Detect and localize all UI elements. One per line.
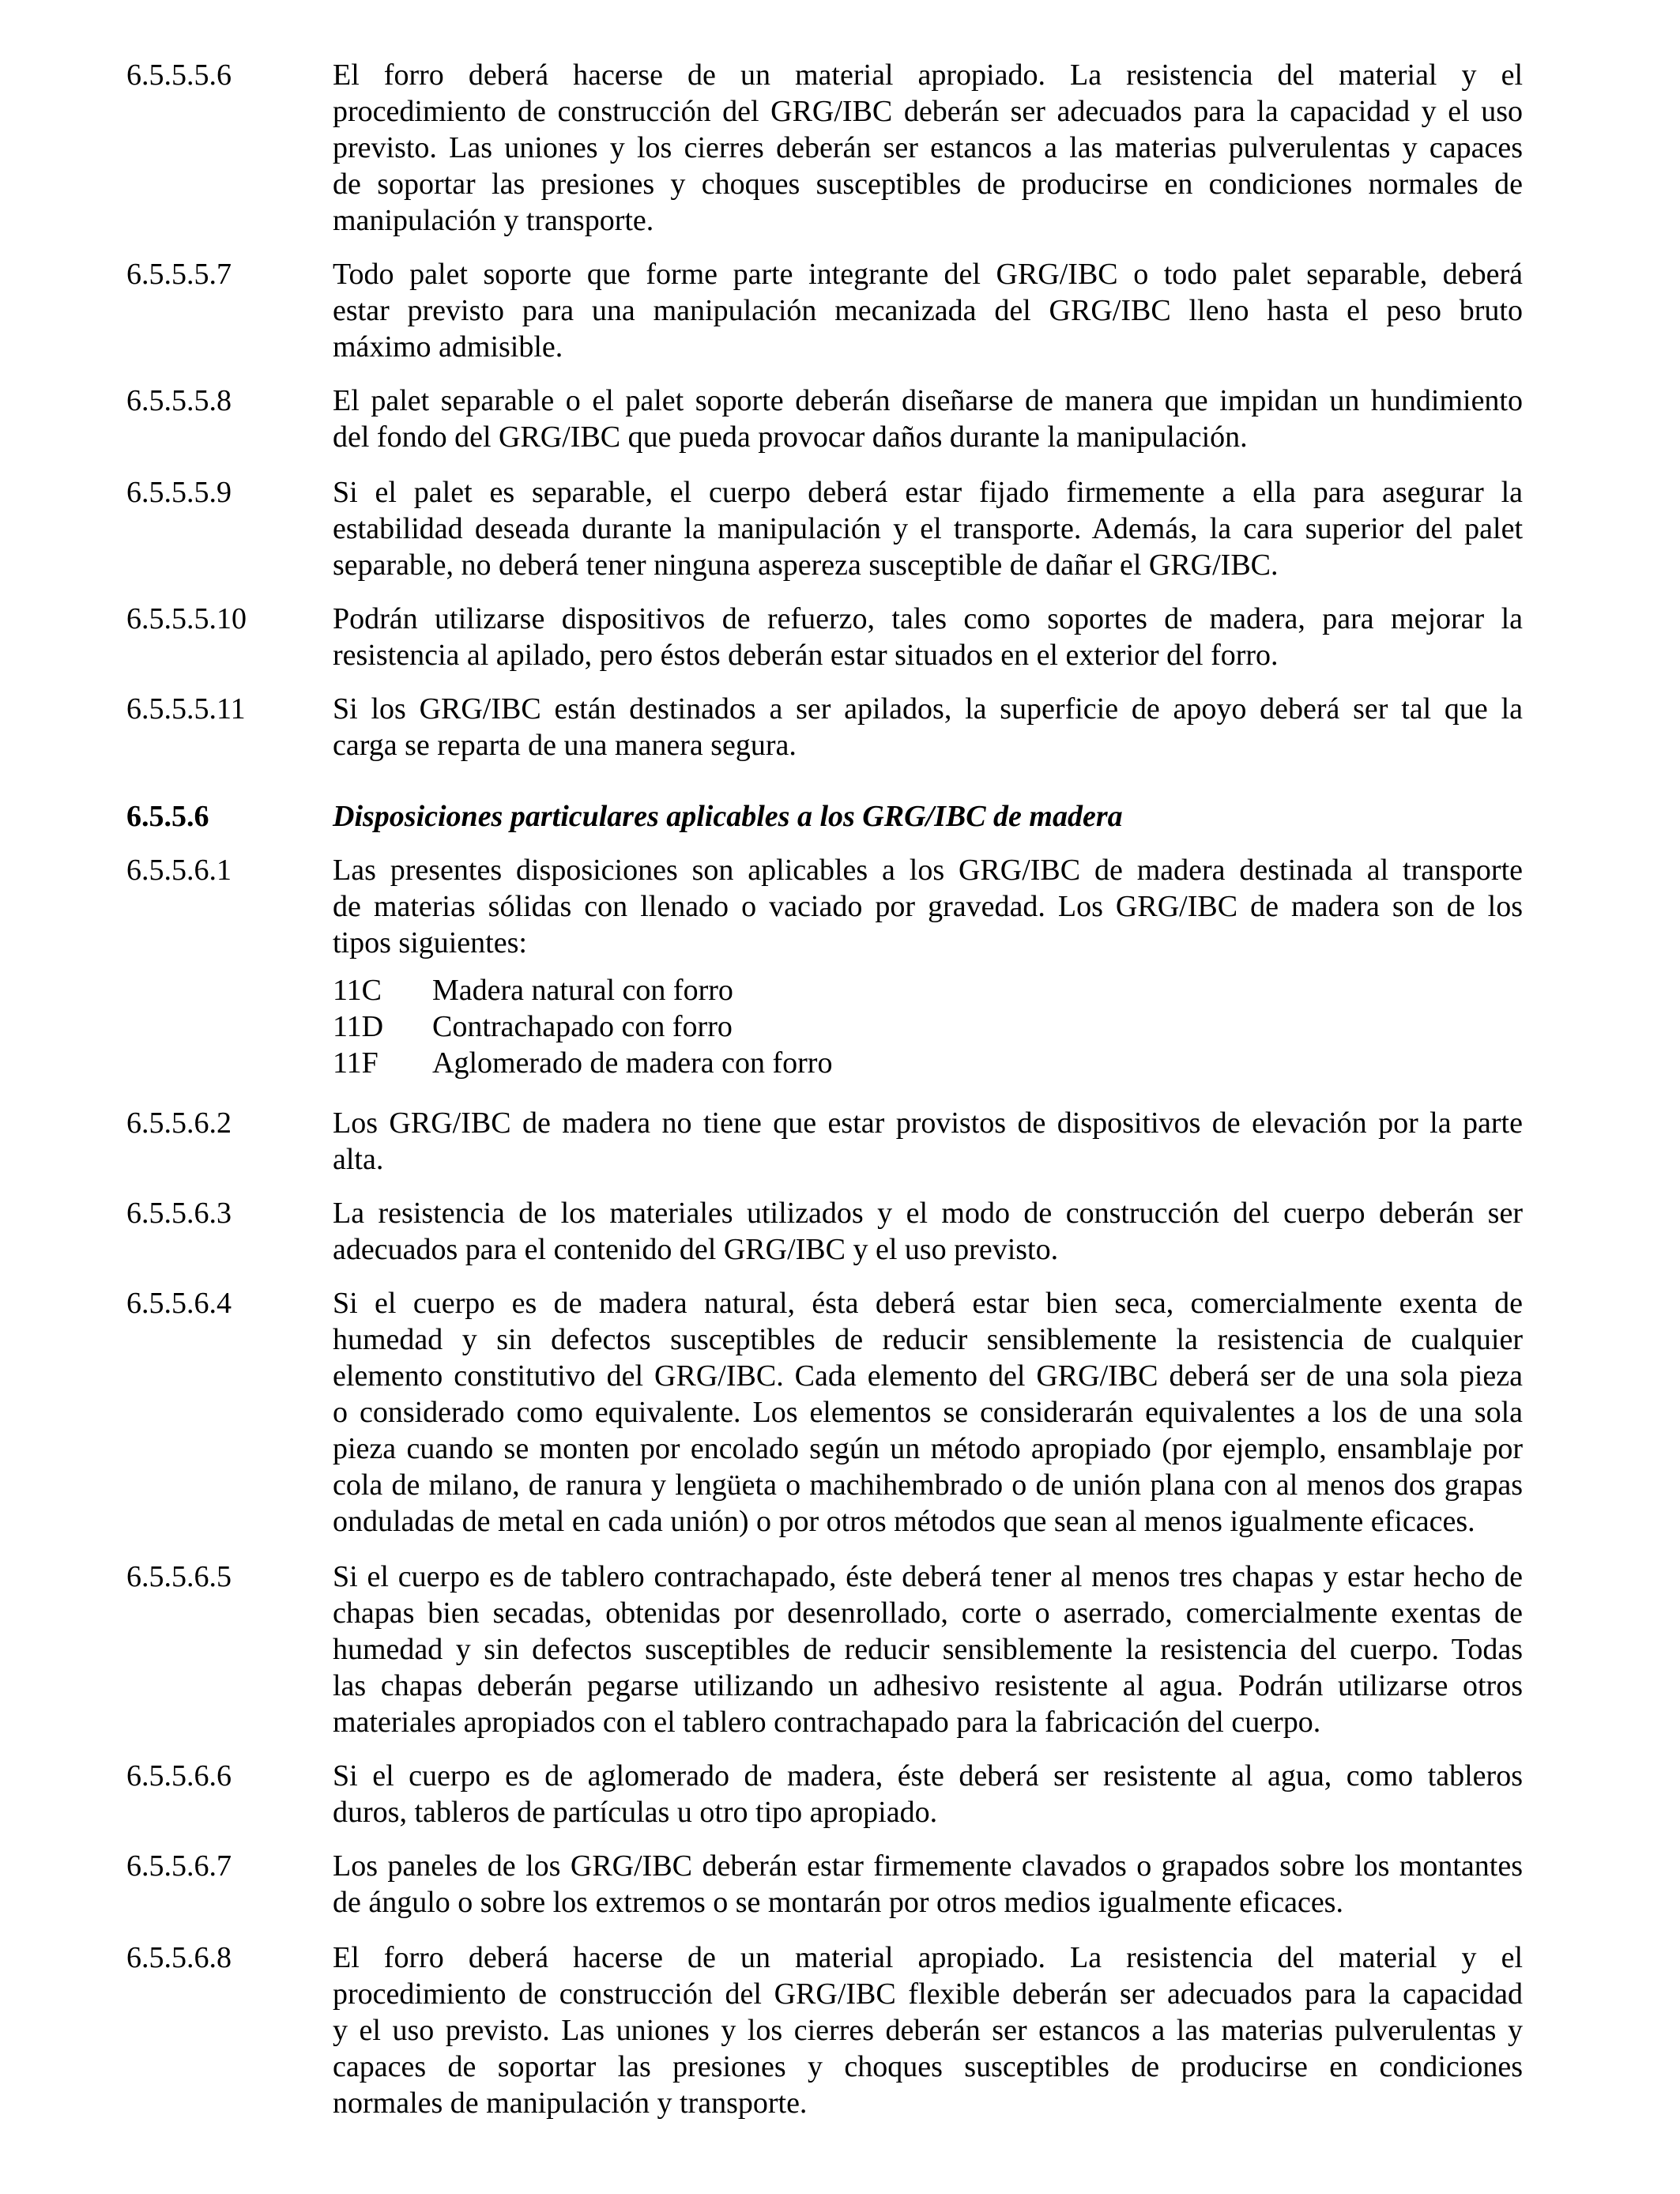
text-line: previsto. Las uniones y los cierres deberán ser estancos a las materias pulverulentas y capaces: [333, 131, 1523, 164]
paragraph-text: [333, 57, 1523, 239]
section-number: 6.5.5.6: [126, 800, 209, 833]
text-line: carga se reparta de una manera segura.: [333, 729, 797, 762]
text-line: alta.: [333, 1143, 384, 1176]
text-line: tipos siguientes:: [333, 926, 527, 959]
type-description: Aglomerado de madera con forro: [432, 1046, 833, 1080]
paragraph-text: [333, 474, 1523, 583]
text-line: pieza cuando se monten por encolado según un método apropiado (por ejemplo, ensamblaje por: [333, 1432, 1523, 1465]
paragraph-number: 6.5.5.6.1: [126, 854, 232, 887]
text-line: Si el cuerpo es de tablero contrachapado, éste deberá tener al menos tres chapas y estar hecho de: [333, 1560, 1523, 1593]
text-line: Todo palet soporte que forme parte integrante del GRG/IBC o todo palet separable, deberá: [333, 258, 1523, 291]
paragraph-text: [333, 1559, 1523, 1740]
text-line: de ángulo o sobre los extremos o se montarán por otros medios igualmente eficaces.: [333, 1886, 1343, 1919]
text-line: o considerado como equivalente. Los elementos se considerarán equivalentes a los de una sola: [333, 1396, 1523, 1429]
text-line: Los paneles de los GRG/IBC deberán estar firmemente clavados o grapados sobre los montantes: [333, 1849, 1523, 1883]
section-title: Disposiciones particulares aplicables a los GRG/IBC de madera: [333, 800, 1123, 833]
paragraph-number: 6.5.5.6.7: [126, 1849, 232, 1883]
text-line: normales de manipulación y transporte.: [333, 2087, 808, 2120]
text-line: El forro deberá hacerse de un material apropiado. La resistencia del material y el: [333, 58, 1523, 92]
paragraph-number: 6.5.5.6.3: [126, 1197, 232, 1230]
text-line: La resistencia de los materiales utilizados y el modo de construcción del cuerpo deberán ser: [333, 1197, 1523, 1230]
paragraph-number: 6.5.5.6.5: [126, 1560, 232, 1593]
paragraph-number: 6.5.5.5.11: [126, 692, 246, 726]
paragraph-text: [333, 691, 1523, 763]
text-line: procedimiento de construcción del GRG/IBC flexible deberán ser adecuados para la capacidad: [333, 1977, 1523, 2011]
type-code: 11D: [333, 1010, 384, 1043]
text-line: Si el cuerpo es de aglomerado de madera, éste deberá ser resistente al agua, como tableros: [333, 1759, 1523, 1793]
paragraph-number: 6.5.5.6.6: [126, 1759, 232, 1793]
paragraph-text: [333, 1758, 1523, 1830]
paragraph-number: 6.5.5.5.7: [126, 258, 232, 291]
text-line: chapas bien secadas, obtenidas por desenrollado, corte o aserrado, comercialmente exentas de: [333, 1596, 1523, 1630]
text-line: capaces de soportar las presiones y choques susceptibles de producirse en condiciones: [333, 2050, 1523, 2083]
type-code: 11F: [333, 1046, 379, 1080]
paragraph-text: [333, 383, 1523, 455]
type-description: Contrachapado con forro: [432, 1010, 733, 1043]
paragraph-text: [333, 601, 1523, 673]
text-line: Si el palet es separable, el cuerpo deberá estar fijado firmemente a ella para asegurar la: [333, 476, 1523, 509]
text-line: estabilidad deseada durante la manipulación y el transporte. Además, la cara superior del palet: [333, 512, 1523, 545]
paragraph-number: 6.5.5.5.8: [126, 384, 232, 417]
section-title-wrap: [333, 798, 1523, 835]
paragraph-number: 6.5.5.6.4: [126, 1287, 232, 1320]
text-line: Si el cuerpo es de madera natural, ésta deberá estar bien seca, comercialmente exenta de: [333, 1287, 1523, 1320]
text-line: estar previsto para una manipulación mecanizada del GRG/IBC lleno hasta el peso bruto: [333, 294, 1523, 327]
text-line: y el uso previsto. Las uniones y los cierres deberán ser estancos a las materias pulverulentas y: [333, 2014, 1523, 2047]
paragraph-text: [333, 1848, 1523, 1921]
text-line: El palet separable o el palet soporte deberán diseñarse de manera que impidan un hundimiento: [333, 384, 1523, 417]
paragraph-text: [333, 852, 1523, 961]
paragraph-number: 6.5.5.5.6: [126, 58, 232, 92]
type-description: Madera natural con forro: [432, 974, 733, 1007]
text-line: El forro deberá hacerse de un material apropiado. La resistencia del material y el: [333, 1941, 1523, 1974]
text-line: Si los GRG/IBC están destinados a ser apilados, la superficie de apoyo deberá ser tal que la: [333, 692, 1523, 726]
text-line: humedad y sin defectos susceptibles de reducir sensiblemente la resistencia de cualquier: [333, 1323, 1523, 1356]
text-line: materiales apropiados con el tablero contrachapado para la fabricación del cuerpo.: [333, 1706, 1321, 1739]
paragraph-number: 6.5.5.6.8: [126, 1941, 232, 1974]
text-line: del fondo del GRG/IBC que pueda provocar daños durante la manipulación.: [333, 420, 1248, 454]
paragraph-text: [333, 1195, 1523, 1268]
text-line: máximo admisible.: [333, 330, 563, 364]
paragraph-text: [333, 1285, 1523, 1540]
paragraph-text: [333, 1940, 1523, 2121]
text-line: Las presentes disposiciones son aplicables a los GRG/IBC de madera destinada al transporte: [333, 854, 1523, 887]
text-line: resistencia al apilado, pero éstos deberán estar situados en el exterior del forro.: [333, 639, 1279, 672]
text-line: Los GRG/IBC de madera no tiene que estar provistos de dispositivos de elevación por la parte: [333, 1106, 1523, 1140]
text-line: elemento constitutivo del GRG/IBC. Cada elemento del GRG/IBC deberá ser de una sola pieza: [333, 1359, 1523, 1393]
text-line: Podrán utilizarse dispositivos de refuerzo, tales como soportes de madera, para mejorar la: [333, 602, 1523, 635]
paragraph-text: [333, 1105, 1523, 1178]
text-line: las chapas deberán pegarse utilizando un adhesivo resistente al agua. Podrán utilizarse otros: [333, 1669, 1523, 1702]
text-line: manipulación y transporte.: [333, 204, 654, 237]
type-code: 11C: [333, 974, 382, 1007]
paragraph-number: 6.5.5.5.9: [126, 476, 232, 509]
text-line: onduladas de metal en cada unión) o por otros métodos que sean al menos igualmente eficaces.: [333, 1505, 1475, 1538]
text-line: cola de milano, de ranura y lengüeta o machihembrado o de unión plana con al menos dos grapas: [333, 1468, 1523, 1502]
text-line: humedad y sin defectos susceptibles de reducir sensiblemente la resistencia del cuerpo. Todas: [333, 1633, 1523, 1666]
paragraph-number: 6.5.5.6.2: [126, 1106, 232, 1140]
text-line: separable, no deberá tener ninguna aspereza susceptible de dañar el GRG/IBC.: [333, 548, 1279, 582]
text-line: adecuados para el contenido del GRG/IBC y el uso previsto.: [333, 1233, 1059, 1266]
text-line: procedimiento de construcción del GRG/IBC deberán ser adecuados para la capacidad y el uso: [333, 95, 1523, 128]
text-line: duros, tableros de partículas u otro tipo apropiado.: [333, 1796, 938, 1829]
paragraph-number: 6.5.5.5.10: [126, 602, 247, 635]
text-line: de materias sólidas con llenado o vaciado por gravedad. Los GRG/IBC de madera son de los: [333, 890, 1523, 923]
paragraph-text: [333, 256, 1523, 365]
text-line: de soportar las presiones y choques susceptibles de producirse en condiciones normales de: [333, 168, 1523, 201]
